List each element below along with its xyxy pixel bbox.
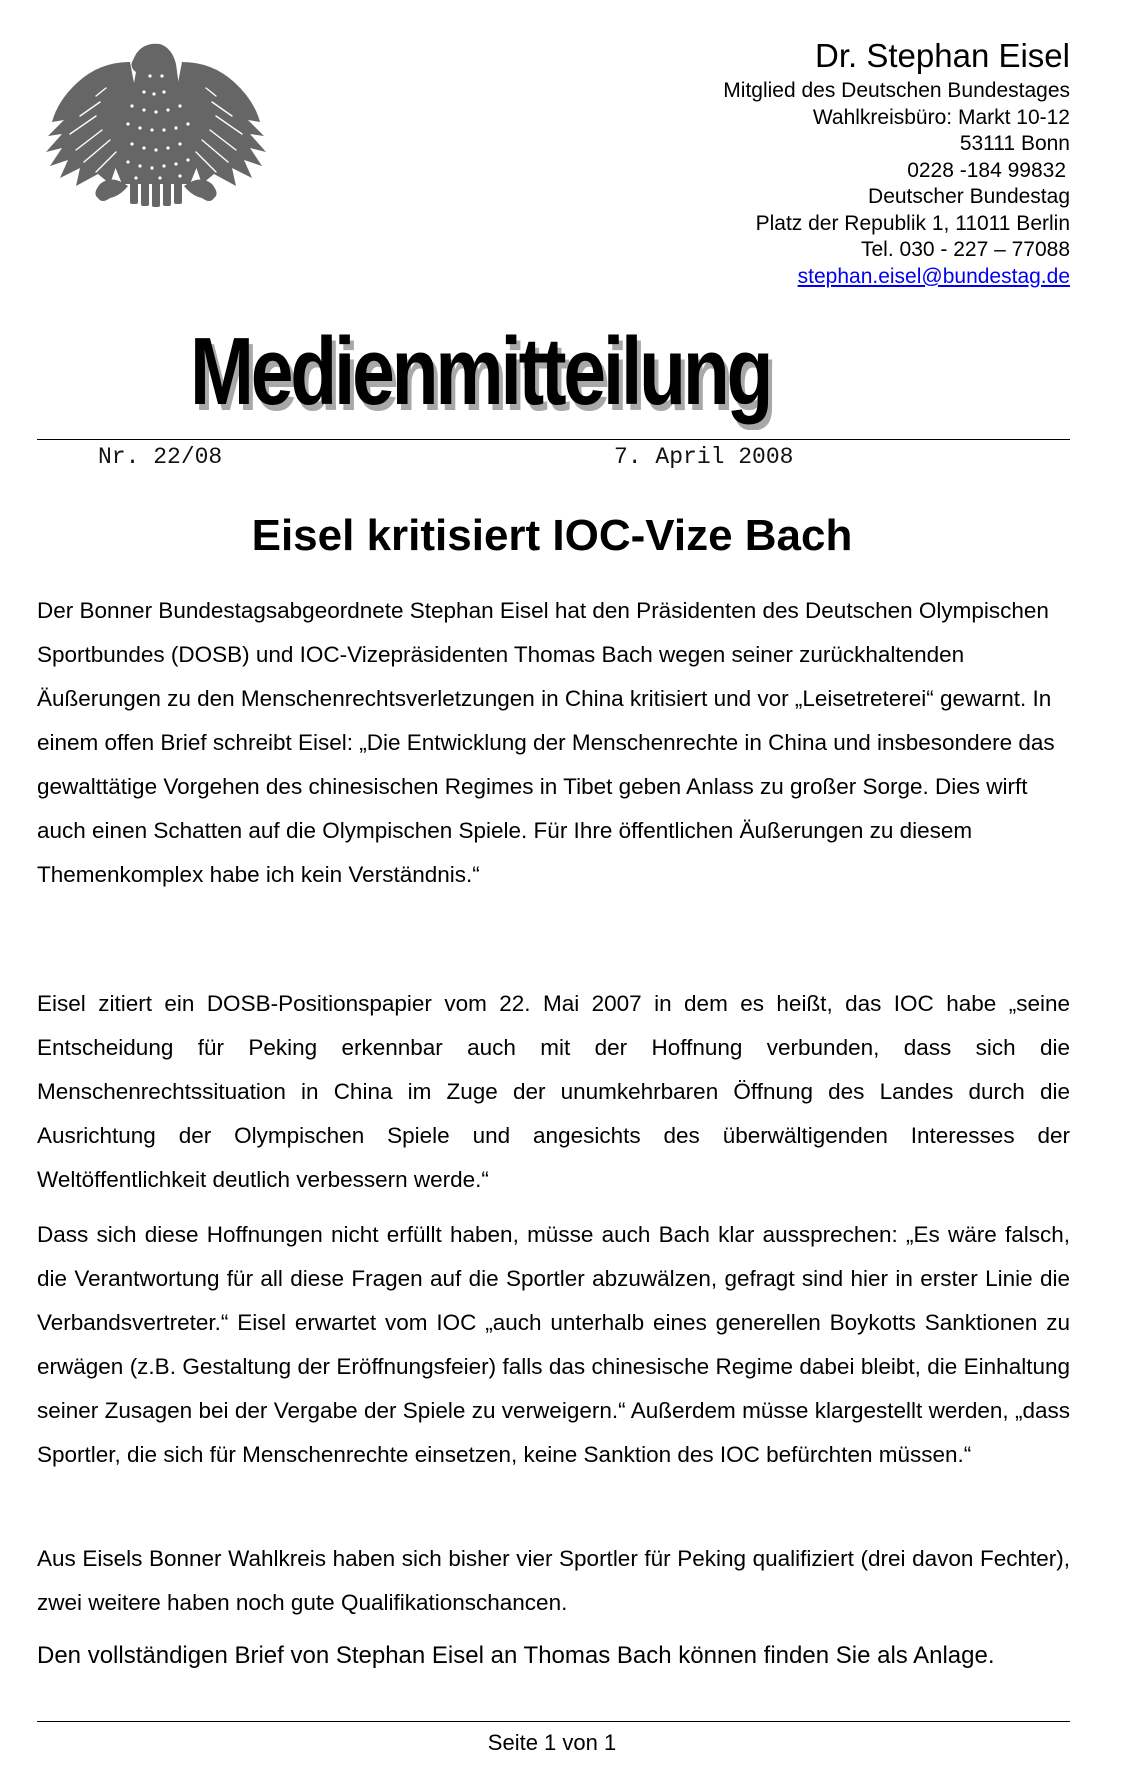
paragraph-text: Den vollständigen Brief von Stephan Eisel an Thomas Bach können finden Sie als Anlage. bbox=[37, 1642, 995, 1669]
footer-divider bbox=[37, 1721, 1070, 1722]
article-headline: Eisel kritisiert IOC-Vize Bach bbox=[251, 511, 853, 560]
letterhead-line: Platz der Republik 1, 11011 Berlin bbox=[755, 211, 1070, 235]
release-date: 7. April 2008 bbox=[614, 444, 794, 470]
release-number: Nr. 22/08 bbox=[98, 444, 223, 470]
letterhead bbox=[723, 36, 1070, 290]
masthead-title: Medienmitteilung bbox=[190, 318, 771, 425]
bundestag-eagle-icon bbox=[40, 34, 272, 216]
article-paragraph bbox=[37, 1633, 1070, 1679]
article-paragraph bbox=[37, 589, 1070, 897]
author-name: Dr. Stephan Eisel bbox=[815, 37, 1070, 74]
paragraph-text: Dass sich diese Hoffnungen nicht erfüllt haben, müsse auch Bach klar aussprechen: „Es wäre falsch, die Verantwortung für all diese Fragen auf die Sportler abzuwälzen, gefragt sind hier in erster Linie die Verbandsvertreter.“ Eisel erwartet vom IOC „auch unterhalb eines generellen Boykotts Sanktionen zu erwägen (z.B. Gestaltung der Eröffnungsfeier) falls das chinesische Regime dabei bleibt, die Einhaltung seiner Zusagen bei der Vergabe der Spiele zu verweigern.“ Außerdem müsse klargestellt werden, „dass Sportler, die sich für Menschenrechte einsetzen, keine Sanktion des IOC befürchten müssen.“ bbox=[37, 1222, 1070, 1467]
article-paragraph bbox=[37, 982, 1070, 1202]
page-indicator: Seite 1 von 1 bbox=[487, 1730, 617, 1755]
paragraph-text: Eisel zitiert ein DOSB-Positionspapier vom 22. Mai 2007 in dem es heißt, das IOC habe „seine Entscheidung für Peking erkennbar auch mit der Hoffnung verbunden, dass sich die Menschenrechtssituation in China im Zuge der unumkehrbaren Öffnung des Landes durch die Ausrichtung der Olympischen Spiele und angesichts des überwältigenden Interesses der Weltöffentlichkeit deutlich verbessern werde.“ bbox=[37, 991, 1070, 1192]
email-link[interactable]: stephan.eisel@bundestag.de bbox=[797, 264, 1070, 288]
article-paragraph bbox=[37, 1537, 1070, 1625]
paragraph-text: Der Bonner Bundestagsabgeordnete Stephan Eisel hat den Präsidenten des Deutschen Olympischen Sportbundes (DOSB) und IOC-Vizepräsidenten Thomas Bach wegen seiner zurückhaltenden Äußerungen zu den Menschenrechtsverletzungen in China kritisiert und vor „Leisetreterei“ gewarnt. In einem offen Brief schreibt Eisel: „Die Entwicklung der Menschenrechte in China und insbesondere das gewalttätige Vorgehen des chinesischen Regimes in Tibet geben Anlass zu großer Sorge. Dies wirft auch einen Schatten auf die Olympischen Spiele. Für Ihre öffentlichen Äußerungen zu diesem Themenkomplex habe ich kein Verständnis.“ bbox=[37, 598, 1055, 887]
letterhead-line: Wahlkreisbüro: Markt 10-12 bbox=[812, 105, 1070, 129]
letterhead-line: 0228 -184 99832 bbox=[907, 158, 1066, 182]
letterhead-line: Deutscher Bundestag bbox=[868, 185, 1070, 208]
paragraph-text: Aus Eisels Bonner Wahlkreis haben sich bisher vier Sportler für Peking qualifiziert (drei davon Fechter), zwei weitere haben noch gute Qualifikationschancen. bbox=[37, 1546, 1070, 1615]
letterhead-line: 53111 Bonn bbox=[959, 132, 1070, 155]
article-paragraph bbox=[37, 1213, 1070, 1477]
letterhead-line: Mitglied des Deutschen Bundestages bbox=[723, 79, 1070, 102]
letterhead-line: Tel. 030 - 227 – 77088 bbox=[861, 238, 1070, 261]
header-divider bbox=[37, 439, 1070, 440]
